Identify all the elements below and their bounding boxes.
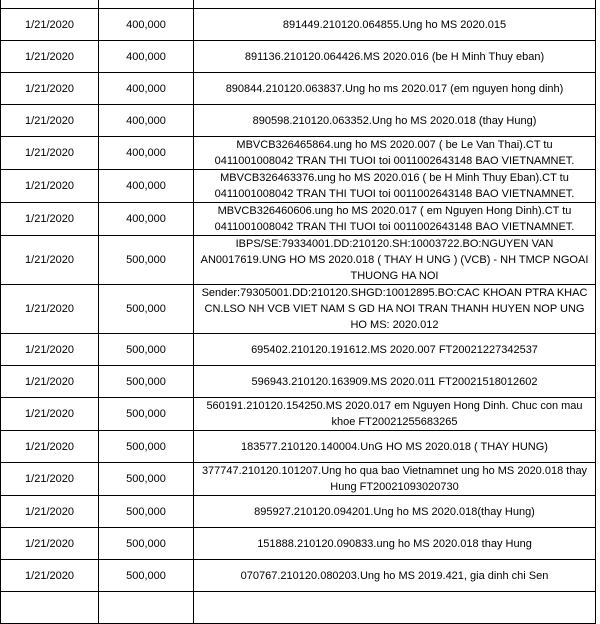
date-cell: 1/21/2020: [1, 398, 99, 431]
table-row: [1, 0, 596, 9]
amount-cell: 400,000: [99, 203, 194, 236]
table-row: [1, 105, 596, 137]
table-row: [1, 366, 596, 398]
table-row: [1, 73, 596, 105]
description-cell: MBVCB326465864.ung ho MS 2020.007 ( be Le Van Thai).CT tu 0411001008042 TRAN THI TUOI toi 0011002643148 BAO VIETNAMNET.: [194, 137, 596, 170]
date-cell: [1, 592, 99, 624]
date-cell: 1/21/2020: [1, 528, 99, 560]
amount-cell: 400,000: [99, 137, 194, 170]
table-row: [1, 560, 596, 592]
date-cell: 1/21/2020: [1, 334, 99, 366]
description-cell: 695402.210120.191612.MS 2020.007 FT20021227342537: [194, 334, 596, 366]
description-cell: 891136.210120.064426.MS 2020.016 (be H Minh Thuy eban): [194, 41, 596, 73]
description-cell: 183577.210120.140004.UnG HO MS 2020.018 ( THAY HUNG): [194, 431, 596, 463]
amount-cell: 500,000: [99, 236, 194, 285]
table-row: [1, 9, 596, 41]
amount-cell: 400,000: [99, 105, 194, 137]
date-cell: [1, 0, 99, 9]
amount-cell: 400,000: [99, 41, 194, 73]
table-row: [1, 285, 596, 334]
description-cell: 596943.210120.163909.MS 2020.011 FT20021518012602: [194, 366, 596, 398]
amount-cell: 500,000: [99, 334, 194, 366]
amount-cell: 500,000: [99, 463, 194, 496]
table-row: [1, 334, 596, 366]
description-cell: 377747.210120.101207.Ung ho qua bao Vietnamnet ung ho MS 2020.018 thay Hung FT20021093020730: [194, 463, 596, 496]
date-cell: 1/21/2020: [1, 137, 99, 170]
table-row: [1, 496, 596, 528]
table-row: [1, 236, 596, 285]
description-cell: 895927.210120.094201.Ung ho MS 2020.018(thay Hung): [194, 496, 596, 528]
date-cell: 1/21/2020: [1, 203, 99, 236]
table-row: [1, 431, 596, 463]
description-cell: 560191.210120.154250.MS 2020.017 em Nguyen Hong Dinh. Chuc con mau khoe FT20021255683265: [194, 398, 596, 431]
date-cell: 1/21/2020: [1, 170, 99, 203]
date-cell: 1/21/2020: [1, 9, 99, 41]
amount-cell: [99, 0, 194, 9]
table-row: [1, 398, 596, 431]
description-cell: 070767.210120.080203.Ung ho MS 2019.421, gia dinh chi Sen: [194, 560, 596, 592]
table-row: [1, 592, 596, 624]
amount-cell: 500,000: [99, 560, 194, 592]
table-row: [1, 137, 596, 170]
table-row: [1, 463, 596, 496]
description-cell: 891449.210120.064855.Ung ho MS 2020.015: [194, 9, 596, 41]
amount-cell: 500,000: [99, 496, 194, 528]
description-cell: 890598.210120.063352.Ung ho MS 2020.018 (thay Hung): [194, 105, 596, 137]
date-cell: 1/21/2020: [1, 73, 99, 105]
amount-cell: 500,000: [99, 366, 194, 398]
amount-cell: 500,000: [99, 431, 194, 463]
date-cell: 1/21/2020: [1, 496, 99, 528]
table-row: [1, 528, 596, 560]
amount-cell: [99, 592, 194, 624]
date-cell: 1/21/2020: [1, 285, 99, 334]
date-cell: 1/21/2020: [1, 366, 99, 398]
description-cell: MBVCB326463376.ung ho MS 2020.016 ( be H Minh Thuy Eban).CT tu 0411001008042 TRAN THI TUOI toi 0011002643148 BAO VIETNAMNET.: [194, 170, 596, 203]
description-cell: IBPS/SE:79334001.DD:210120.SH:10003722.BO:NGUYEN VAN AN0017619.UNG HO MS 2020.018 ( THAY H UNG ) (VCB) - NH TMCP NGOAI THUONG HA NOI: [194, 236, 596, 285]
description-cell: [194, 0, 596, 9]
amount-cell: 500,000: [99, 285, 194, 334]
date-cell: 1/21/2020: [1, 463, 99, 496]
amount-cell: 400,000: [99, 170, 194, 203]
date-cell: 1/21/2020: [1, 431, 99, 463]
description-cell: Sender:79305001.DD:210120.SHGD:10012895.BO:CAC KHOAN PTRA KHAC CN.LSO NH VCB VIET NAM S GD HA NOI TRAN THANH HUYEN NOP UNG HO MS: 2020.012: [194, 285, 596, 334]
amount-cell: 400,000: [99, 9, 194, 41]
amount-cell: 400,000: [99, 73, 194, 105]
date-cell: 1/21/2020: [1, 236, 99, 285]
date-cell: 1/21/2020: [1, 105, 99, 137]
description-cell: 151888.210120.090833.ung ho MS 2020.018 thay Hung: [194, 528, 596, 560]
description-cell: MBVCB326460606.ung ho MS 2020.017 ( em Nguyen Hong Dinh).CT tu 0411001008042 TRAN THI TUOI toi 0011002643148 BAO VIETNAMNET.: [194, 203, 596, 236]
amount-cell: 500,000: [99, 528, 194, 560]
amount-cell: 500,000: [99, 398, 194, 431]
date-cell: 1/21/2020: [1, 41, 99, 73]
description-cell: 890844.210120.063837.Ung ho ms 2020.017 (em nguyen hong dinh): [194, 73, 596, 105]
date-cell: 1/21/2020: [1, 560, 99, 592]
table-row: [1, 170, 596, 203]
description-cell: [194, 592, 596, 624]
table-row: [1, 41, 596, 73]
table-row: [1, 203, 596, 236]
